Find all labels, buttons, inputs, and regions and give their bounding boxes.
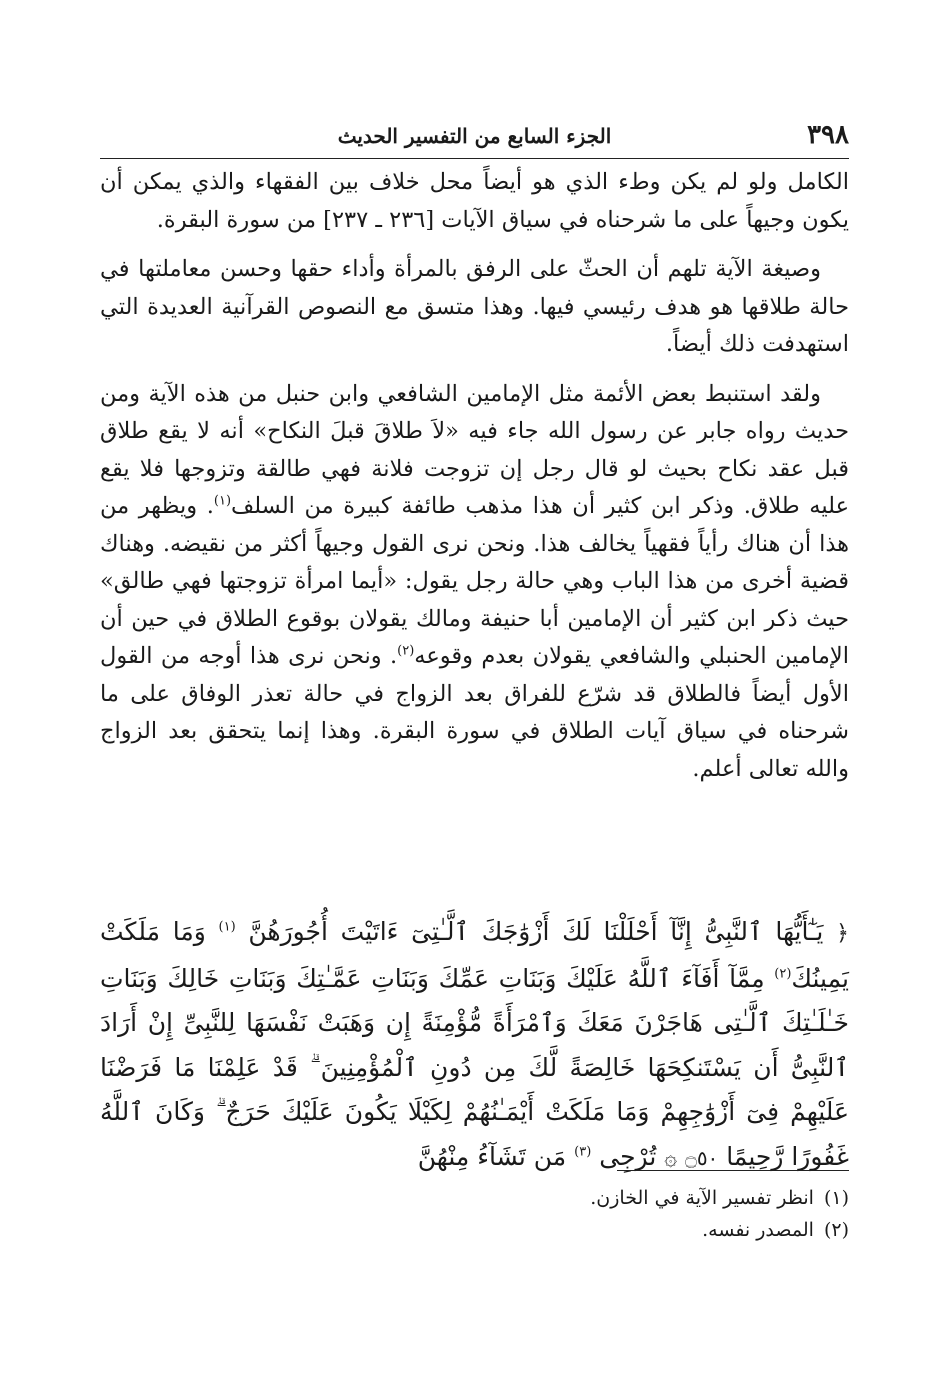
footnote-2	[249, 1214, 849, 1246]
page-number: ٣٩٨	[807, 120, 849, 150]
footnote-number: (١)	[823, 1187, 849, 1209]
paragraph-2: وصيغة الآية تلهم أن الحثّ على الرفق بالمرأة وأداء حقها وحسن معاملتها في حالة طلاقها هو هدف رئيسي فيها. وهذا متسق مع النصوص القرآنية العديدة التي استهدفت ذلك أيضاً.	[100, 256, 849, 357]
footnote-ref-1: (١)	[213, 493, 232, 509]
verse-part-4: تُرْجِى	[599, 1141, 657, 1171]
verse-end-marker: ۝٥٠	[685, 1145, 719, 1170]
paragraph-1: الكامل ولو لم يكن وطء الذي هو أيضاً محل خلاف بين الفقهاء والذي يمكن أن يكون وجيهاً على ما شرحناه في سياق الآيات [٢٣٦ ـ ٢٣٧] من سورة البقرة.	[100, 169, 849, 233]
footnote-ref-2: (٢)	[397, 643, 415, 659]
body-text	[100, 164, 849, 800]
footnotes	[249, 1182, 849, 1246]
verse-part-3: مِمَّآ أَفَآءَ ٱللَّهُ عَلَيْكَ وَبَنَاتِ عَمِّكَ وَبَنَاتِ عَمَّـٰتِكَ وَبَنَاتِ خَالِكَ وَبَنَاتِ خَـٰلَـٰتِكَ ٱلَّـٰتِى هَاجَرْنَ مَعَكَ وَٱمْرَأَةً مُّؤْمِنَةً إِن وَهَبَتْ نَفْسَهَا لِلنَّبِىِّ إِنْ أَرَادَ ٱلنَّبِىُّ أَن يَسْتَنكِحَهَا خَالِصَةً لَّكَ مِن دُونِ ٱلْمُؤْمِنِينَ ۗ قَدْ عَلِمْنَا مَا فَرَضْنَا عَلَيْهِمْ فِىٓ أَزْوَٰجِهِمْ وَمَا مَلَكَتْ أَيْمَـٰنُهُمْ لِكَيْلَا يَكُونَ عَلَيْكَ حَرَجٌ ۗ وَكَانَ ٱللَّهُ غَفُورًا رَّحِيمًا	[100, 963, 849, 1171]
footnote-1	[249, 1182, 849, 1214]
verse-ref-3: (٣)	[574, 1144, 592, 1160]
verse-part-5: مَن تَشَآءُ مِنْهُنَّ	[417, 1141, 567, 1171]
verse-ref-2: (٢)	[774, 966, 792, 982]
paragraph-3-part-c: . ونحن نرى هذا أوجه من القول الأول أيضاً فالطلاق قد شرّع للفراق بعد الزواج في حالة تعذر الوفاق على ما شرحناه في سياق آيات الطلاق في سورة البقرة. وهذا إنما يتحقق بعد الزواج والله تعالى أعلم.	[100, 643, 849, 782]
paragraph-3	[100, 376, 849, 789]
verse-part-1: يَـٰٓأَيُّهَا ٱلنَّبِىُّ إِنَّآ أَحْلَلْنَا لَكَ أَزْوَٰجَكَ ٱلَّـٰتِىٓ ءَاتَيْتَ أُجُورَهُنَّ	[248, 917, 824, 946]
running-title: الجزء السابع من التفسير الحديث	[337, 124, 612, 148]
footnote-text: المصدر نفسه.	[702, 1219, 814, 1241]
paragraph-3-part-a: ولقد استنبط بعض الأئمة مثل الإمامين الشافعي وابن حنبل من هذه الآية ومن حديث رواه جابر عن رسول الله جاء فيه «لاَ طلاقَ قبلَ النكاح» أنه لا يقع طلاق قبل عقد نكاح بحيث لو قال رجل إن تزوجت فلانة فهي طالقة وتزوجها فلا يقع عليه طلاق. وذكر ابن كثير أن هذا مذهب طائفة كبيرة من السلف	[100, 380, 849, 519]
verse-open-mark: ﴿	[836, 921, 849, 946]
footnote-text: انظر تفسير الآية في الخازن.	[590, 1187, 814, 1209]
verse-part-2: وَمَا مَلَكَتْ يَمِينُكَ	[100, 917, 849, 993]
page-header	[100, 118, 849, 159]
paragraph-3-part-b: . ويظهر من هذا أن هناك رأياً فقهياً يخالف هذا. ونحن نرى القول وجيهاً أكثر من نقيضه. وهناك قضية أخرى من هذا الباب وهي حالة رجل يقول: «أيما امرأة تزوجتها فهي طالق» حيث ذكر ابن كثير أن الإمامين أبا حنيفة ومالك يقولان بوقوع الطلاق في حين أن الإمامين الحنبلي والشافعي يقولان بعدم وقوعه	[100, 493, 849, 669]
footnote-number: (٢)	[823, 1219, 849, 1241]
quran-verse	[100, 910, 849, 1181]
footnote-divider	[617, 1170, 849, 1171]
section-mark: ۞	[664, 1145, 678, 1171]
verse-ref-1: (١)	[218, 919, 236, 935]
